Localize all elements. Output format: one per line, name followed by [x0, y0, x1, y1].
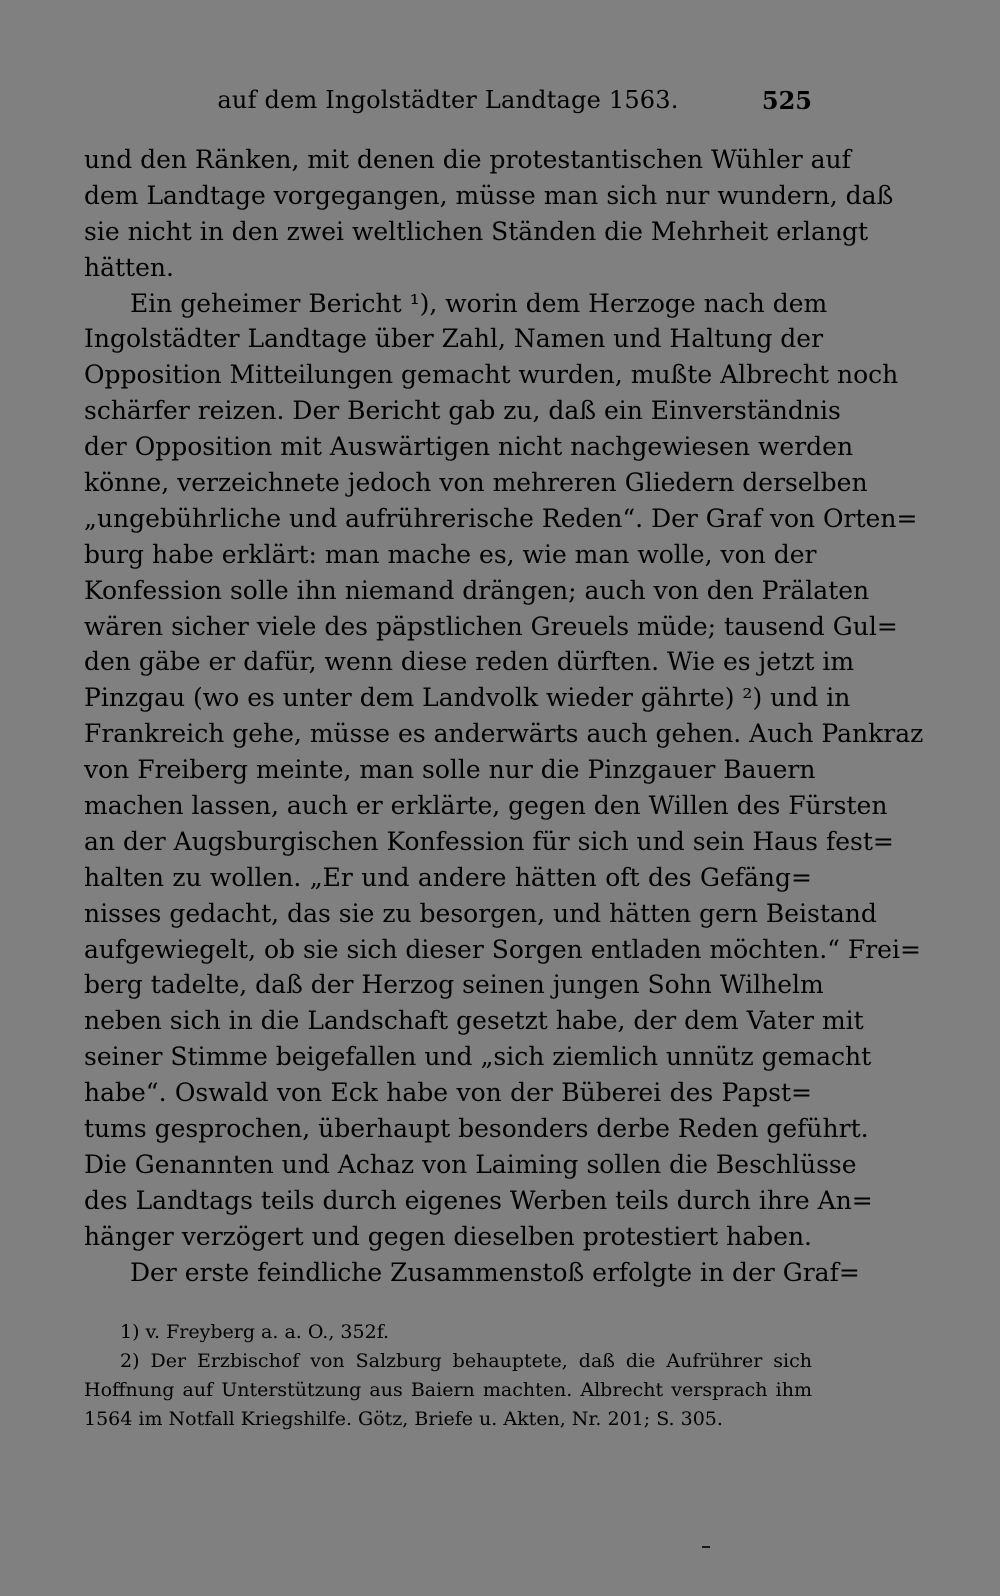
text-line: sie nicht in den zwei weltlichen Ständen die Mehrheit erlangt	[84, 216, 869, 246]
text-line: aufgewiegelt, ob sie sich dieser Sorgen entladen möchten.“ Frei=	[84, 934, 921, 964]
text-line: burg habe erklärt: man mache es, wie man wolle, von der	[84, 539, 817, 569]
text-line: Konfession solle ihn niemand drängen; auch von den Prälaten	[84, 575, 870, 605]
text-line: der Opposition mit Auswärtigen nicht nachgewiesen werden	[84, 432, 854, 462]
text-line: Ingolstädter Landtage über Zahl, Namen und Haltung der	[84, 324, 824, 354]
footnote-line: 1) v. Freyberg a. a. O., 352f.	[120, 1321, 390, 1343]
text-line: des Landtags teils durch eigenes Werben teils durch ihre An=	[84, 1185, 873, 1215]
text-line: machen lassen, auch er erklärte, gegen den Willen des Fürsten	[84, 791, 888, 821]
text-line: hätten.	[84, 252, 174, 282]
footnote-line: Hoffnung auf Unterstützung aus Baiern machten. Albrecht versprach ihm	[84, 1379, 812, 1401]
text-line: seiner Stimme beigefallen und „sich ziemlich unnütz gemacht	[84, 1042, 872, 1072]
text-line: berg tadelte, daß der Herzog seinen jungen Sohn Wilhelm	[84, 970, 824, 1000]
text-line: Frankreich gehe, müsse es anderwärts auch gehen. Auch Pankraz	[84, 719, 924, 749]
text-line: Der erste feindliche Zusammenstoß erfolgte in der Graf=	[130, 1257, 860, 1287]
text-line: schärfer reizen. Der Bericht gab zu, daß ein Einverständnis	[84, 396, 841, 426]
text-line: tums gesprochen, überhaupt besonders derbe Reden geführt.	[84, 1114, 869, 1144]
text-line: hänger verzögert und gegen dieselben protestiert haben.	[84, 1221, 813, 1251]
text-line: nisses gedacht, das sie zu besorgen, und hätten gern Beistand	[84, 898, 877, 928]
text-line: „ungebührliche und aufrührerische Reden“. Der Graf von Orten=	[84, 503, 918, 533]
text-line: habe“. Oswald von Eck habe von der Büberei des Papst=	[84, 1078, 812, 1108]
text-line: wären sicher viele des päpstlichen Greuels müde; tausend Gul=	[84, 611, 898, 641]
text-line: Pinzgau (wo es unter dem Landvolk wieder gährte) ²) und in	[84, 683, 851, 713]
text-line: halten zu wollen. „Er und andere hätten oft des Gefäng=	[84, 862, 812, 892]
footnote-line: 1564 im Notfall Kriegshilfe. Götz, Briefe u. Akten, Nr. 201; S. 305.	[84, 1408, 723, 1430]
page-header	[84, 86, 812, 122]
text-line: dem Landtage vorgegangen, müsse man sich nur wundern, daß	[84, 180, 894, 210]
text-line: könne, verzeichnete jedoch von mehreren Gliedern derselben	[84, 468, 868, 498]
stray-ink-mark	[702, 1546, 710, 1548]
page-number: 525	[761, 86, 812, 115]
body-text	[84, 142, 924, 1291]
text-line: und den Ränken, mit denen die protestantischen Wühler auf	[84, 145, 851, 174]
text-line: neben sich in die Landschaft gesetzt habe, der dem Vater mit	[84, 1006, 864, 1036]
text-line: den gäbe er dafür, wenn diese reden dürften. Wie es jetzt im	[84, 647, 855, 677]
text-line: Die Genannten und Achaz von Laiming sollen die Beschlüsse	[84, 1149, 857, 1179]
text-line: Ein geheimer Bericht ¹), worin dem Herzoge nach dem	[130, 288, 828, 318]
running-title: auf dem Ingolstädter Landtage 1563.	[217, 86, 679, 114]
footnotes	[84, 1318, 812, 1434]
text-line: von Freiberg meinte, man solle nur die Pinzgauer Bauern	[84, 755, 816, 785]
text-line: Opposition Mitteilungen gemacht wurden, mußte Albrecht noch	[84, 360, 899, 390]
footnote-line: 2) Der Erzbischof von Salzburg behauptete, daß die Aufrührer sich	[120, 1350, 812, 1372]
text-line: an der Augsburgischen Konfession für sich und sein Haus fest=	[84, 826, 894, 856]
